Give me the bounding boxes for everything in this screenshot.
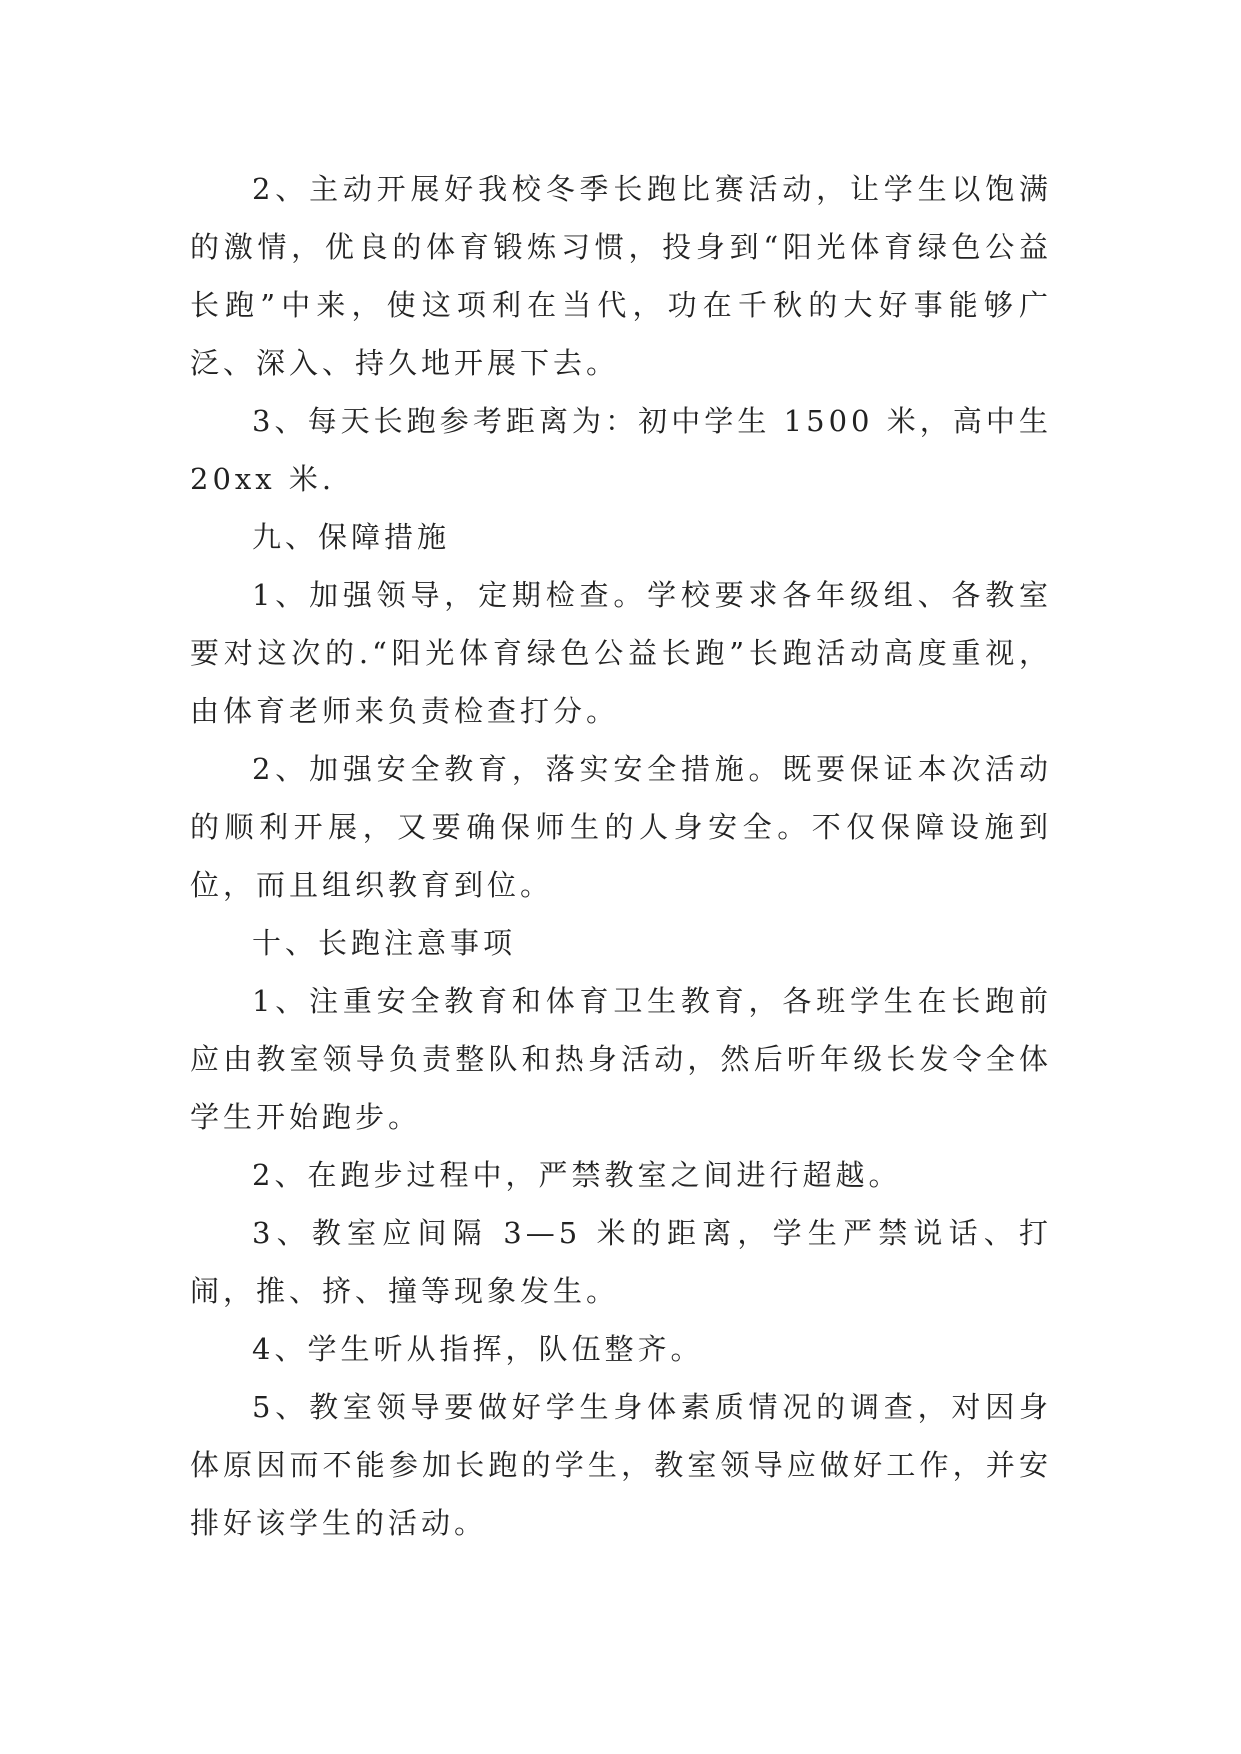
section-heading-safeguards: 九、保障措施 (252, 520, 451, 554)
paragraph-safeguard-1: 1、加强领导，定期检查。学校要求各年级组、各教室要对这次的.“阳光体育绿色公益长跑”长跑活动高度重视，由体育老师来负责检查打分。 (190, 578, 1052, 728)
paragraph-safeguard-2: 2、加强安全教育，落实安全措施。既要保证本次活动的顺利开展，又要确保师生的人身安全。不仅保障设施到位，而且组织教育到位。 (190, 752, 1052, 902)
paragraph-precaution-2: 2、在跑步过程中，严禁教室之间进行超越。 (252, 1158, 902, 1192)
paragraph-precaution-5: 5、教室领导要做好学生身体素质情况的调查，对因身体原因而不能参加长跑的学生，教室领导应做好工作，并安排好该学生的活动。 (190, 1390, 1052, 1540)
paragraph-precaution-1: 1、注重安全教育和体育卫生教育，各班学生在长跑前应由教室领导负责整队和热身活动，然后听年级长发令全体学生开始跑步。 (190, 984, 1052, 1134)
paragraph-precaution-3: 3、教室应间隔 3—5 米的距离，学生严禁说话、打闹，推、挤、撞等现象发生。 (190, 1216, 1052, 1308)
document-body (190, 160, 1052, 1552)
section-heading-precautions: 十、长跑注意事项 (252, 926, 517, 960)
paragraph-item-2-winter-run: 2、主动开展好我校冬季长跑比赛活动，让学生以饱满的激情，优良的体育锻炼习惯，投身到“阳光体育绿色公益长跑”中来，使这项利在当代，功在千秋的大好事能够广泛、深入、持久地开展下去。 (190, 172, 1052, 380)
paragraph-item-3-distance: 3、每天长跑参考距离为：初中学生 1500 米，高中生 20xx 米. (190, 404, 1052, 496)
paragraph-precaution-4: 4、学生听从指挥，队伍整齐。 (252, 1332, 704, 1366)
